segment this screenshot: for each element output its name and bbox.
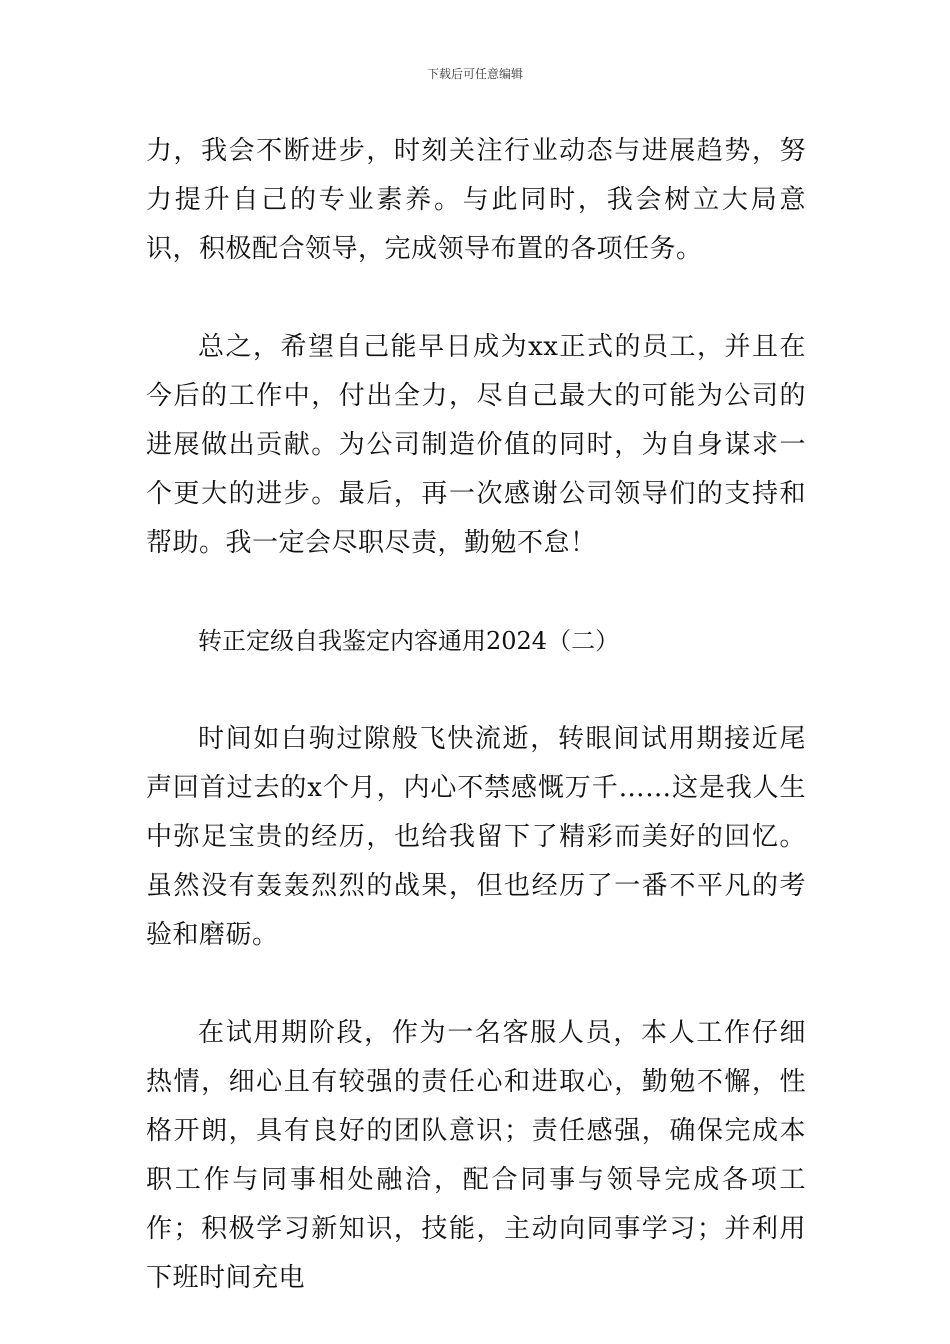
paragraph-intro: 时间如白驹过隙般飞快流逝，转眼间试用期接近尾声回首过去的x个月，内心不禁感慨万千……这是我人生中弥足宝贵的经历，也给我留下了精彩而美好的回忆。虽然没有轰轰烈烈的战果，但也经历了一番不平凡的考验和磨砺。 [146,724,806,950]
paragraph-gap [146,274,806,323]
paragraph-conclusion: 总之，希望自己能早日成为xx正式的员工，并且在今后的工作中，付出全力，尽自己最大的可能为公司的进展做出贡献。为公司制造价值的同时，为自身谋求一个更大的进步。最后，再一次感谢公司领导们的支持和帮助。我一定会尽职尽责，勤勉不怠！ [146,332,806,558]
section-heading: 转正定级自我鉴定内容通用2024（二） [198,627,620,655]
document-body [146,127,806,1303]
paragraph-continuation: 力，我会不断进步，时刻关注行业动态与进展趋势，努力提升自己的专业素养。与此同时，我会树立大局意识，积极配合领导，完成领导布置的各项任务。 [146,136,806,264]
page-header: 下载后可任意编辑 [426,67,523,81]
paragraph-gap [146,666,806,715]
paragraph-gap [146,960,806,1009]
paragraph-gap [146,568,806,617]
paragraph-work-summary: 在试用期阶段，作为一名客服人员，本人工作仔细热情，细心且有较强的责任心和进取心，勤勉不懈，性格开朗，具有良好的团队意识；责任感强，确保完成本职工作与同事相处融洽，配合同事与领导完成各项工作；积极学习新知识，技能，主动向同事学习；并利用下班时间充电 [146,1018,806,1293]
